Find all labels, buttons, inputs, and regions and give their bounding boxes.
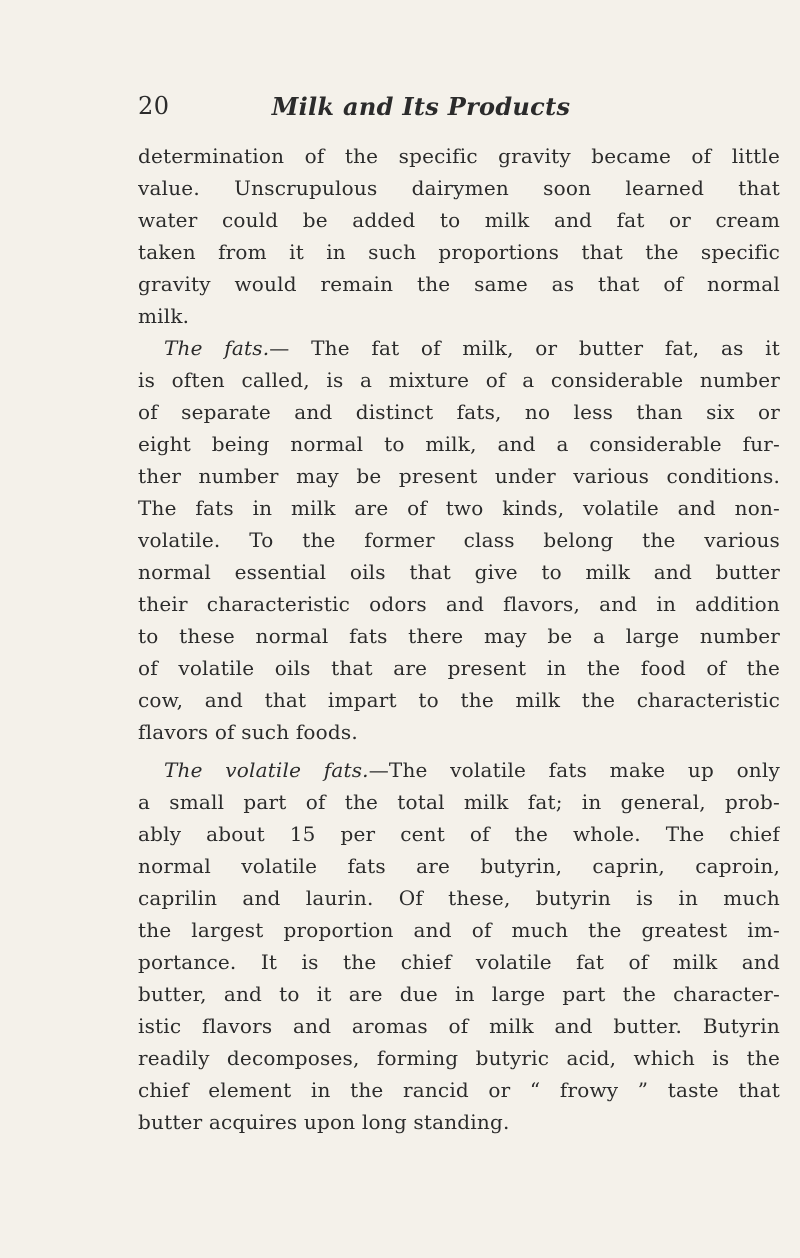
page-number: 20 — [138, 92, 170, 120]
text-line: volatile. To the former class belong the various — [138, 528, 780, 552]
paragraph-volatile-first-line — [138, 754, 780, 786]
text-line: caprilin and laurin. Of these, butyrin is in much — [138, 886, 780, 910]
text-line: normal volatile fats are butyrin, caprin, caproin, — [138, 854, 780, 878]
text-line: is often called, is a mixture of a considerable number — [138, 368, 780, 392]
text-line: taken from it in such proportions that the specific — [138, 240, 780, 264]
text-line: The fats in milk are of two kinds, volatile and non- — [138, 496, 780, 520]
text-line: ably about 15 per cent of the whole. The chief — [138, 822, 780, 846]
text-line: of volatile oils that are present in the food of the — [138, 656, 780, 680]
text-line: water could be added to milk and fat or cream — [138, 208, 780, 232]
text-line: readily decomposes, forming butyric acid, which is the — [138, 1046, 780, 1070]
text-line: gravity would remain the same as that of normal — [138, 272, 780, 296]
running-head — [138, 92, 704, 126]
text-line: —The volatile fats make up only — [368, 758, 780, 782]
text-line: determination of the specific gravity became of little — [138, 144, 780, 168]
body-text — [138, 140, 780, 1138]
text-line: portance. It is the chief volatile fat of milk and — [138, 950, 780, 974]
text-line: butter acquires upon long standing. — [138, 1110, 510, 1134]
text-line: of separate and distinct fats, no less than six or — [138, 400, 780, 424]
text-line: butter, and to it are due in large part the character- — [138, 982, 780, 1006]
text-line: istic flavors and aromas of milk and butter. Butyrin — [138, 1014, 780, 1038]
text-line: value. Unscrupulous dairymen soon learned that — [138, 176, 780, 200]
section-heading-volatile-fats: The volatile fats. — [164, 758, 369, 782]
book-title: Milk and Its Products — [271, 92, 571, 121]
text-line: flavors of such foods. — [138, 720, 358, 744]
text-line: milk. — [138, 304, 190, 328]
text-line: the largest proportion and of much the greatest im- — [138, 918, 780, 942]
paragraph-fats-first-line — [138, 332, 780, 364]
text-line: chief element in the rancid or “ frowy ” taste that — [138, 1078, 780, 1102]
text-line: to these normal fats there may be a large number — [138, 624, 780, 648]
text-line: a small part of the total milk fat; in general, prob- — [138, 790, 780, 814]
text-line: ther number may be present under various conditions. — [138, 464, 780, 488]
section-heading-fats: The fats. — [164, 336, 270, 360]
text-line: — The fat of milk, or butter fat, as it — [269, 336, 780, 360]
text-line: eight being normal to milk, and a considerable fur- — [138, 432, 780, 456]
text-line: cow, and that impart to the milk the characteristic — [138, 688, 780, 712]
text-line: their characteristic odors and flavors, and in addition — [138, 592, 780, 616]
text-line: normal essential oils that give to milk and butter — [138, 560, 780, 584]
